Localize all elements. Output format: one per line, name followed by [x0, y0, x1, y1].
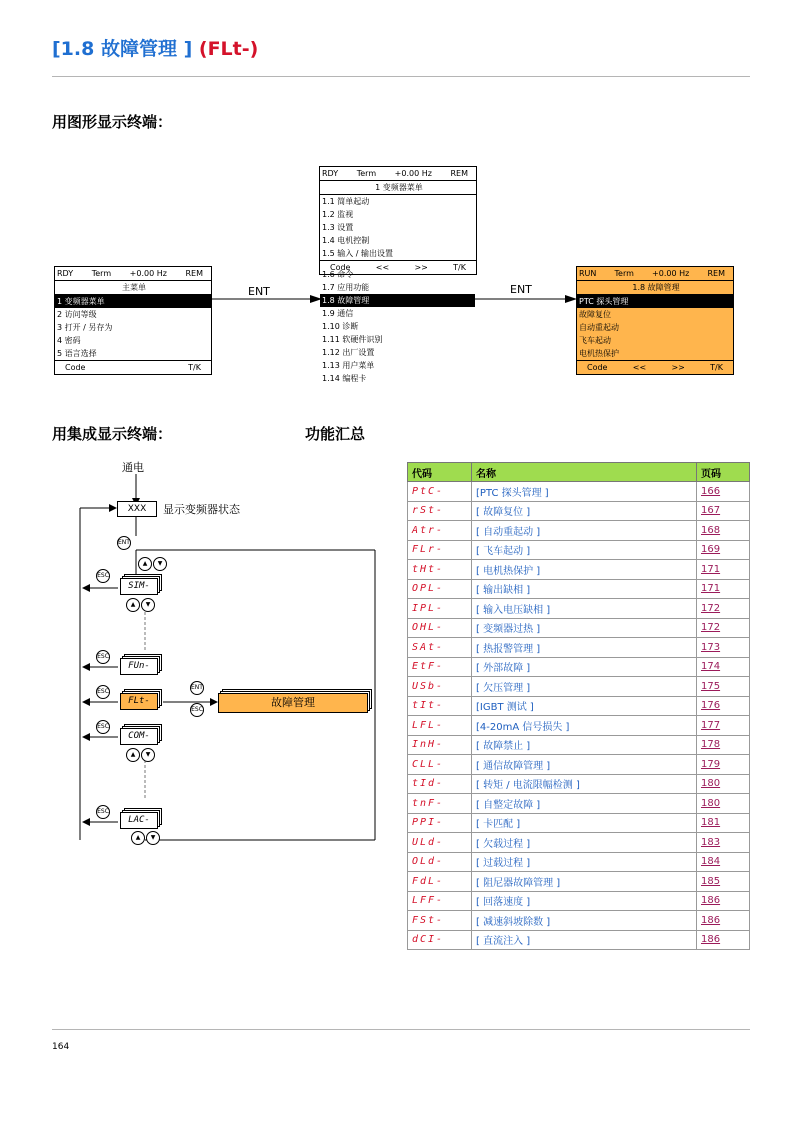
param-name: [ 故障复位 ] — [472, 501, 697, 521]
footer-tk: T/K — [453, 263, 466, 272]
drive-menu-item[interactable]: 1.3 设置 — [322, 223, 354, 232]
page-link[interactable]: 178 — [697, 735, 750, 755]
status-term: Term — [91, 269, 112, 278]
param-code: EtF- — [408, 657, 472, 677]
param-code: LFL- — [408, 716, 472, 736]
flowchart-lines — [0, 0, 400, 860]
page-link[interactable]: 177 — [697, 716, 750, 736]
param-name: [ 回落速度 ] — [472, 891, 697, 911]
param-name: [ 变频器过热 ] — [472, 618, 697, 638]
footer-code: Code — [330, 263, 351, 272]
table-row — [408, 579, 750, 599]
col-name-header: 名称 — [472, 463, 697, 482]
fault-menu-item[interactable]: 自动重起动 — [579, 323, 619, 332]
param-name: [ 自整定故障 ] — [472, 794, 697, 814]
status-freq: +0.00 Hz — [394, 169, 432, 178]
graphic-terminal-heading: 用图形显示终端： — [52, 113, 173, 131]
footer-next: >> — [414, 263, 428, 272]
col-page-header: 页码 — [697, 463, 750, 482]
ent-label-2: ENT — [510, 283, 532, 296]
fault-menu-screen — [576, 266, 734, 375]
table-row — [408, 677, 750, 697]
ent-button[interactable]: ENT — [190, 681, 204, 695]
drive-menu-item[interactable]: 1.13 用户菜单 — [322, 361, 375, 370]
title-main: [1.8 故障管理 ] — [52, 38, 193, 60]
esc-button[interactable]: ESC — [96, 650, 110, 664]
table-row — [408, 599, 750, 619]
param-name: [ 电机热保护 ] — [472, 560, 697, 580]
param-name: [ 飞车起动 ] — [472, 540, 697, 560]
ent-label-1: ENT — [248, 285, 270, 298]
table-row — [408, 852, 750, 872]
drive-menu-item[interactable]: 1.14 编程卡 — [322, 374, 367, 383]
table-row — [408, 755, 750, 775]
col-code-header: 代码 — [408, 463, 472, 482]
footer-tk: T/K — [188, 363, 201, 372]
table-row — [408, 560, 750, 580]
param-name: [ 过载过程 ] — [472, 852, 697, 872]
drive-menu-item[interactable]: 1.4 电机控制 — [322, 236, 370, 245]
footer-code: Code — [587, 363, 608, 372]
param-code: OHL- — [408, 618, 472, 638]
up-button[interactable]: ▲ — [126, 748, 140, 762]
status-run: RUN — [579, 269, 597, 278]
param-code: Atr- — [408, 521, 472, 541]
lcd-com: COM- — [120, 728, 158, 745]
page-link[interactable]: 181 — [697, 813, 750, 833]
page-link[interactable]: 168 — [697, 521, 750, 541]
main-menu-item-open[interactable]: 3 打开 / 另存为 — [57, 323, 113, 332]
table-row — [408, 872, 750, 892]
param-code: IPL- — [408, 599, 472, 619]
drive-menu-item[interactable]: 1.7 应用功能 — [322, 283, 370, 292]
param-code: PPI- — [408, 813, 472, 833]
param-code: FSt- — [408, 911, 472, 931]
page-link[interactable]: 172 — [697, 599, 750, 619]
integrated-terminal-heading: 用集成显示终端： — [52, 425, 173, 443]
param-code: USb- — [408, 677, 472, 697]
param-name: [ 自动重起动 ] — [472, 521, 697, 541]
table-row — [408, 638, 750, 658]
page-link[interactable]: 186 — [697, 930, 750, 950]
param-name: [ 故障禁止 ] — [472, 735, 697, 755]
main-menu-item-password[interactable]: 4 密码 — [57, 336, 81, 345]
page-link[interactable]: 172 — [697, 618, 750, 638]
drive-menu-item[interactable]: 1.10 诊断 — [322, 322, 359, 331]
param-name: [ 输出缺相 ] — [472, 579, 697, 599]
page-link[interactable]: 166 — [697, 482, 750, 502]
main-menu-item-access[interactable]: 2 访问等级 — [57, 310, 97, 319]
param-code: tnF- — [408, 794, 472, 814]
param-name: [ 阻尼器故障管理 ] — [472, 872, 697, 892]
table-row — [408, 774, 750, 794]
main-menu-item-language[interactable]: 5 语言选择 — [57, 349, 97, 358]
fault-menu-item-ptc[interactable]: PTC 探头管理 — [577, 295, 733, 308]
fault-menu-item[interactable]: 飞车起动 — [579, 336, 611, 345]
footer-prev: << — [375, 263, 390, 272]
page-link[interactable]: 179 — [697, 755, 750, 775]
param-name: [IGBT 测试 ] — [472, 696, 697, 716]
param-name: [ 热报警管理 ] — [472, 638, 697, 658]
fault-menu-heading: 1.8 故障管理 — [577, 281, 733, 295]
status-rdy: RDY — [322, 169, 339, 178]
page-link[interactable]: 180 — [697, 794, 750, 814]
table-row — [408, 891, 750, 911]
ent-arrow-2 — [475, 293, 577, 305]
param-code: PtC- — [408, 482, 472, 502]
fault-menu-footer — [577, 360, 733, 374]
table-row — [408, 794, 750, 814]
page-link[interactable]: 186 — [697, 911, 750, 931]
down-button[interactable]: ▼ — [146, 831, 160, 845]
footer-prev: << — [632, 363, 647, 372]
param-name: [ 直流注入 ] — [472, 930, 697, 950]
lcd-lac: LAC- — [120, 812, 158, 829]
main-menu-item-drive[interactable]: 1 变频器菜单 — [55, 295, 211, 308]
param-code: tHt- — [408, 560, 472, 580]
esc-button[interactable]: ESC — [96, 569, 110, 583]
page-link[interactable]: 171 — [697, 560, 750, 580]
lcd-fun: FUn- — [120, 658, 158, 675]
param-code: FdL- — [408, 872, 472, 892]
table-row — [408, 482, 750, 502]
table-row — [408, 813, 750, 833]
param-code: dCI- — [408, 930, 472, 950]
param-code: SAt- — [408, 638, 472, 658]
footer-next: >> — [671, 363, 685, 372]
status-rem: REM — [707, 269, 725, 278]
status-rem: REM — [450, 169, 468, 178]
down-button[interactable]: ▼ — [141, 748, 155, 762]
lcd-sim: SIM- — [120, 578, 158, 595]
xxx-display: XXX — [117, 501, 157, 517]
page-link[interactable]: 167 — [697, 501, 750, 521]
param-code: tId- — [408, 774, 472, 794]
ent-button[interactable]: ENT — [117, 536, 131, 550]
esc-button[interactable]: ESC — [96, 720, 110, 734]
param-name: [ 转矩 / 电流限幅检测 ] — [472, 774, 697, 794]
status-term: Term — [614, 269, 634, 278]
drive-menu-item[interactable]: 1.2 监视 — [322, 210, 354, 219]
table-row — [408, 735, 750, 755]
esc-button[interactable]: ESC — [96, 685, 110, 699]
drive-menu-item-fault[interactable]: 1.8 故障管理 — [320, 294, 475, 307]
page-link[interactable]: 176 — [697, 696, 750, 716]
status-freq: +0.00 Hz — [129, 269, 167, 278]
lcd-flt: FLt- — [120, 693, 158, 710]
table-row — [408, 501, 750, 521]
status-term: Term — [356, 169, 377, 178]
page-number: 164 — [52, 1042, 70, 1052]
esc-button[interactable]: ESC — [96, 805, 110, 819]
param-code: tIt- — [408, 696, 472, 716]
table-row — [408, 911, 750, 931]
table-row — [408, 833, 750, 853]
table-row — [408, 716, 750, 736]
table-row — [408, 696, 750, 716]
table-row — [408, 618, 750, 638]
xxx-description: 显示变频器状态 — [163, 503, 240, 516]
param-name: [ 欠载过程 ] — [472, 833, 697, 853]
param-name: [ 卡匹配 ] — [472, 813, 697, 833]
main-menu-heading: 主菜单 — [55, 281, 211, 295]
up-button[interactable]: ▲ — [126, 598, 140, 612]
page-link[interactable]: 180 — [697, 774, 750, 794]
table-row — [408, 521, 750, 541]
param-code: InH- — [408, 735, 472, 755]
table-row — [408, 657, 750, 677]
status-rdy: RDY — [57, 269, 74, 278]
power-on-label: 通电 — [122, 461, 144, 474]
fault-management-box: 故障管理 — [218, 693, 368, 713]
down-button[interactable]: ▼ — [141, 598, 155, 612]
drive-menu-item[interactable]: 1.1 简单起动 — [322, 197, 370, 206]
param-name: [ 通信故障管理 ] — [472, 755, 697, 775]
footer-tk: T/K — [710, 363, 723, 372]
function-summary-table — [407, 462, 750, 950]
up-button[interactable]: ▲ — [138, 557, 152, 571]
param-name: [ 输入电压缺相 ] — [472, 599, 697, 619]
param-name: [ 外部故障 ] — [472, 657, 697, 677]
param-code: FLr- — [408, 540, 472, 560]
drive-menu-heading: 1 变频器菜单 — [320, 181, 476, 195]
param-code: rSt- — [408, 501, 472, 521]
param-code: OLd- — [408, 852, 472, 872]
drive-menu-item[interactable]: 1.12 出厂设置 — [322, 348, 375, 357]
page-link[interactable]: 171 — [697, 579, 750, 599]
page-link[interactable]: 185 — [697, 872, 750, 892]
page-link[interactable]: 186 — [697, 891, 750, 911]
fault-menu-status — [577, 267, 733, 281]
param-code: LFF- — [408, 891, 472, 911]
status-rem: REM — [185, 269, 203, 278]
bottom-divider — [52, 1029, 750, 1030]
param-name: [ 欠压管理 ] — [472, 677, 697, 697]
page-link[interactable]: 173 — [697, 638, 750, 658]
drive-menu-item[interactable]: 1.11 软硬件识别 — [322, 335, 383, 344]
fault-menu-item[interactable]: 电机热保护 — [579, 349, 619, 358]
param-code: ULd- — [408, 833, 472, 853]
page-link[interactable]: 169 — [697, 540, 750, 560]
table-header-row — [408, 463, 750, 482]
table-row — [408, 930, 750, 950]
param-name: [ 减速斜坡除数 ] — [472, 911, 697, 931]
page-link[interactable]: 175 — [697, 677, 750, 697]
footer-code: Code — [65, 363, 86, 372]
fault-menu-item[interactable]: 故障复位 — [579, 310, 611, 319]
page-link[interactable]: 184 — [697, 852, 750, 872]
page-link[interactable]: 183 — [697, 833, 750, 853]
param-code: OPL- — [408, 579, 472, 599]
esc-button[interactable]: ESC — [190, 703, 204, 717]
table-body — [408, 482, 750, 950]
function-summary-heading: 功能汇总 — [305, 425, 366, 443]
drive-menu-item[interactable]: 1.6 命令 — [322, 270, 354, 279]
drive-menu-item[interactable]: 1.9 通信 — [322, 309, 354, 318]
title-code: (FLt-) — [198, 38, 259, 60]
up-button[interactable]: ▲ — [131, 831, 145, 845]
down-button[interactable]: ▼ — [153, 557, 167, 571]
drive-menu-item[interactable]: 1.5 输入 / 输出设置 — [322, 249, 394, 258]
param-name: [PTC 探头管理 ] — [472, 482, 697, 502]
table-row — [408, 540, 750, 560]
status-freq: +0.00 Hz — [652, 269, 690, 278]
param-name: [4-20mA 信号损失 ] — [472, 716, 697, 736]
param-code: CLL- — [408, 755, 472, 775]
page-link[interactable]: 174 — [697, 657, 750, 677]
